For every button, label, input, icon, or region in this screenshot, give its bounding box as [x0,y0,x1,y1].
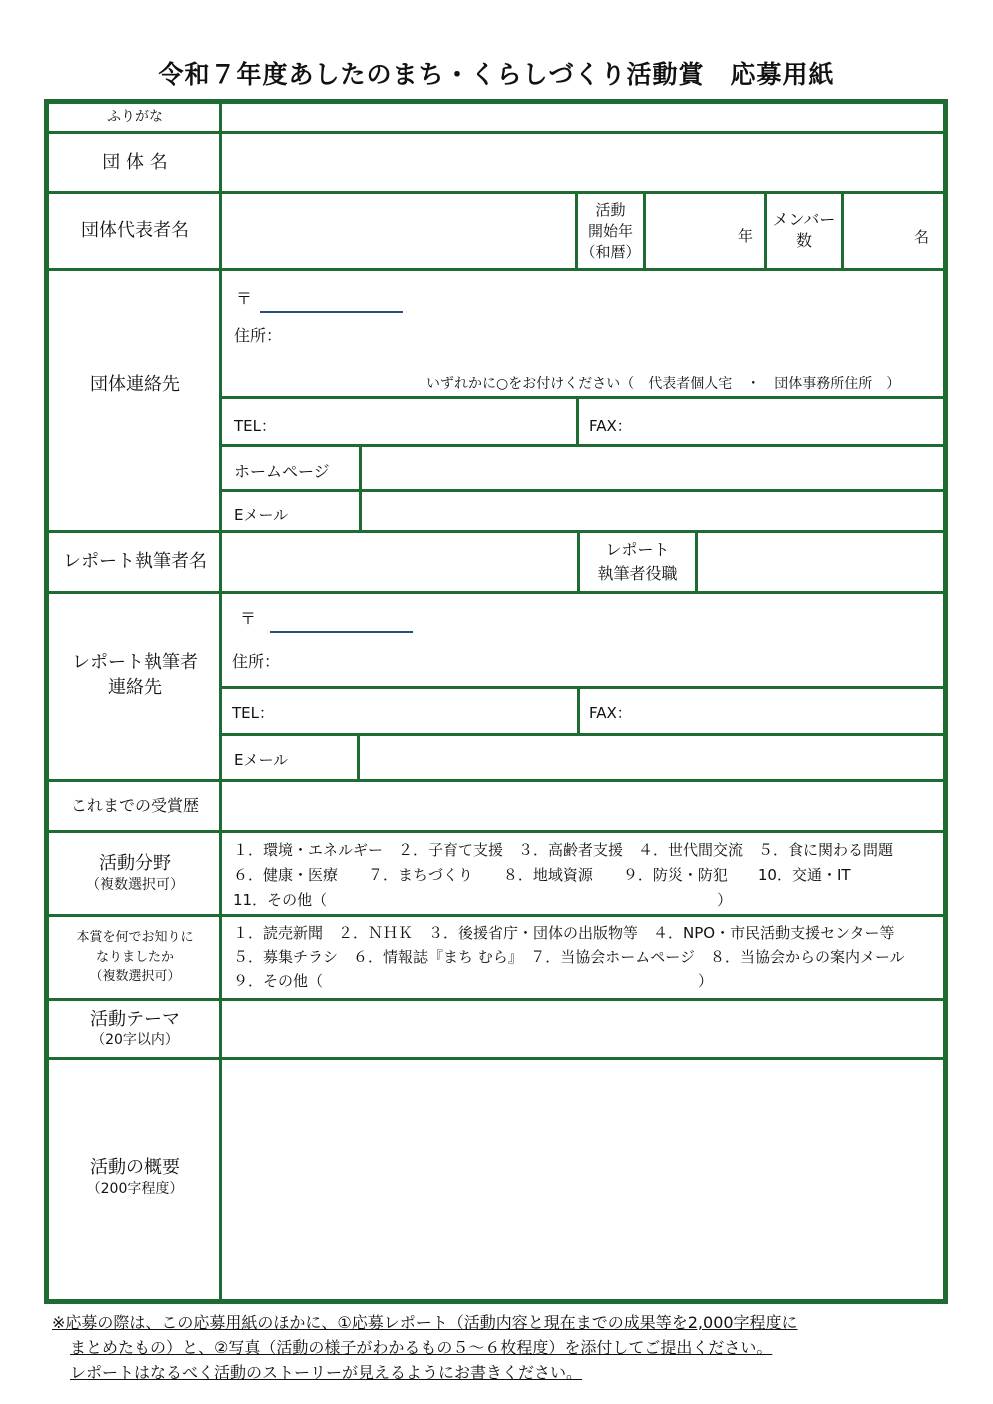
postal-mark: 〒 [236,289,253,308]
field-options-line: １．環境・エネルギー ２．子育て支援 ３．高齢者支援 ４．世代間交流 ５．食に関わる問題 [233,841,894,859]
email-field[interactable] [362,492,943,530]
members-label: メンバー 数 [772,210,836,250]
summary-label: 活動の概要 （200字程度） [86,1157,184,1198]
field-options-line: ６．健康・医療 ７．まちづくり ８．地域資源 ９．防災・防犯 10．交通・IT [233,866,851,884]
writer-tel-label: TEL： [232,704,274,722]
source-options-line: ５．募集チラシ ６．情報誌『まち むら』 ７．当協会ホームページ ８．当協会からの案内メール [233,948,905,966]
theme-field[interactable] [222,1001,943,1057]
field-options-line: 11．その他（ ） [233,891,733,909]
footnote-line: ※応募の際は、この応募用紙のほかに、①応募レポート（活動内容と現在までの成果等を2,000字程度に [52,1313,798,1332]
address-label: 住所： [234,326,283,345]
form-title: 令和７年度あしたのまち・くらしづくり活動賞 応募用紙 [158,60,835,89]
summary-field[interactable] [222,1060,943,1295]
group-contact-label: 団体連絡先 [90,374,180,396]
activity-field-label: 活動分野 （複数選択可） [86,853,184,894]
writer-fax-label: FAX： [589,704,632,722]
group-name-label: 団 体 名 [102,151,168,173]
column-divider [576,396,579,445]
writer-email-field[interactable] [360,736,943,779]
footnote-line: レポートはなるべく活動のストーリーが見えるようにお書きください。 [70,1363,583,1382]
representative-label: 団体代表者名 [81,220,189,242]
fax-label: FAX： [589,417,632,435]
writer-role-label: レポート 執筆者役職 [597,540,678,583]
source-options-line: １．読売新聞 ２．ＮＨＫ ３．後援省庁・団体の出版物等 ４．NPO・市民活動支援センター等 [233,924,895,942]
address-choice-note: いずれかに○をお付けください（ 代表者個人宅 ・ 団体事務所住所 ） [426,376,901,392]
homepage-label: ホームページ [234,462,330,481]
tel-field[interactable] [280,399,574,444]
homepage-field[interactable] [362,447,943,489]
postal-code-field[interactable] [260,311,403,313]
writer-name-label: レポート執筆者名 [63,551,207,573]
theme-label: 活動テーマ （20字以内） [90,1009,180,1048]
writer-email-label: Eメール [234,751,289,769]
awards-field[interactable] [222,782,943,830]
furigana-label: ふりがな [107,108,163,125]
year-unit: 年 [738,227,754,245]
tel-label: TEL： [234,417,276,435]
writer-name-field[interactable] [222,533,577,591]
source-label: 本賞を何でお知りに なりましたか （複数選択可） [76,930,194,985]
furigana-field[interactable] [222,104,943,131]
writer-fax-field[interactable] [636,689,943,733]
writer-tel-field[interactable] [280,689,576,733]
fax-field[interactable] [636,399,943,444]
column-divider [577,686,580,734]
representative-field[interactable] [222,194,575,268]
writer-address-label: 住所： [232,652,281,671]
start-year-label: 活動 開始年 （和暦） [580,200,641,261]
awards-label: これまでの受賞歴 [70,795,199,815]
writer-contact-label: レポート執筆者 連絡先 [72,652,198,699]
writer-postal-code-field[interactable] [270,631,413,633]
source-options-line: ９．その他（ ） [233,972,714,990]
group-name-field[interactable] [222,134,943,191]
email-label: Eメール [234,506,289,524]
writer-role-field[interactable] [698,533,943,591]
writer-postal-mark: 〒 [240,609,257,628]
members-unit: 名 [914,228,930,246]
footnote-line: まとめたもの）と、②写真（活動の様子がわかるもの５～６枚程度）を添付してご提出ください。 [70,1338,773,1357]
